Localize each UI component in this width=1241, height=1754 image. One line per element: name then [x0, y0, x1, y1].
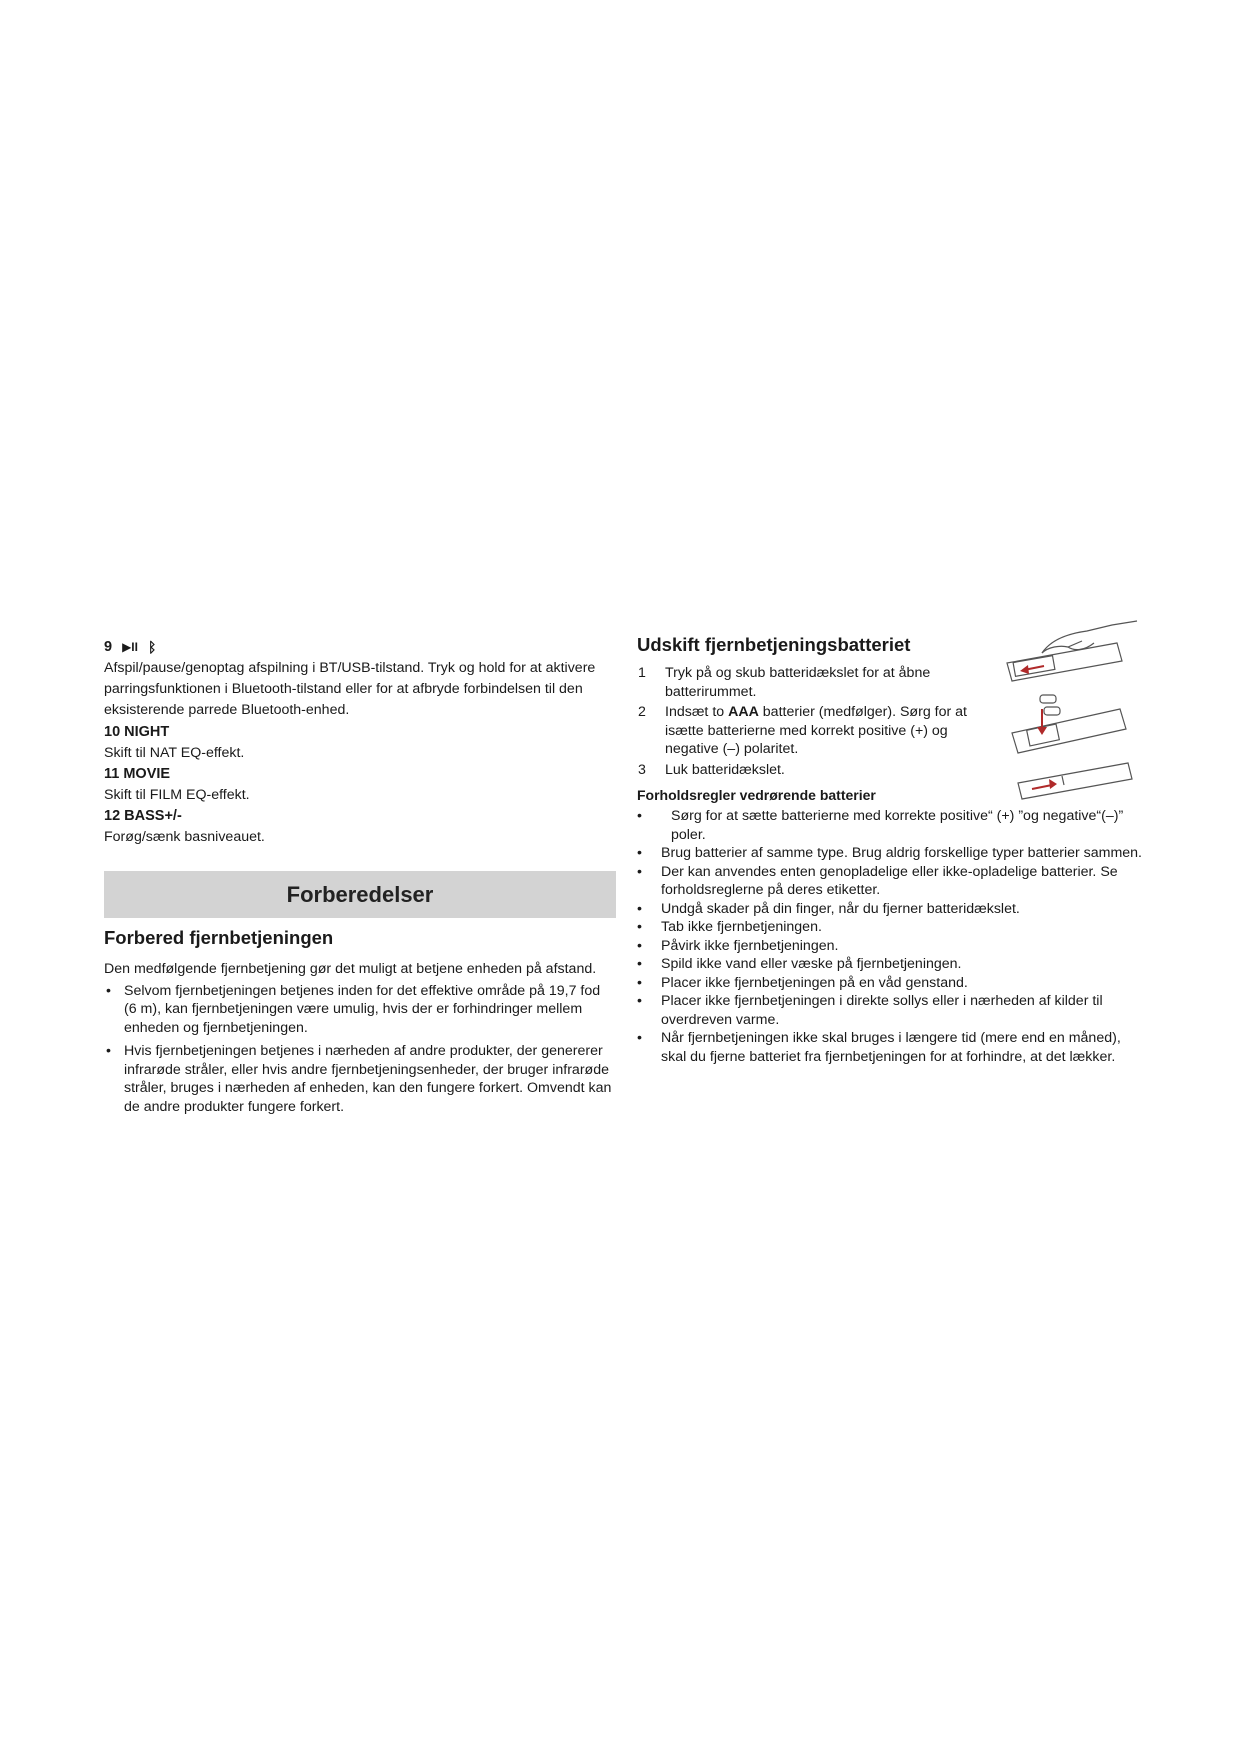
list-item [637, 807, 1145, 844]
bullet-icon: • [637, 974, 642, 991]
bullet-icon: • [106, 982, 111, 999]
step-text-bold: AAA [728, 704, 759, 720]
precaution-text: Påvirk ikke fjernbetjeningen. [661, 937, 839, 954]
item-9-number: 9 [104, 639, 113, 655]
list-item [637, 900, 1145, 919]
precaution-text: Der kan anvendes enten genopladelige eller ikke-opladelige batterier. Se forholdsreglerne på deres etiketter. [661, 863, 1118, 898]
precaution-text: Brug batterier af samme type. Brug aldrig forskellige typer batterier sammen. [661, 845, 1143, 861]
item-9-heading [104, 636, 616, 658]
bullet-icon: • [637, 956, 642, 972]
item-10-description: Skift til NAT EQ-effekt. [104, 745, 245, 761]
list-item [104, 1042, 616, 1116]
precautions-heading: Forholdsregler vedrørende batterier [637, 787, 876, 803]
bullet-icon: • [106, 1043, 111, 1059]
step-item [637, 664, 967, 701]
prepare-bullet-text: Hvis fjernbetjeningen betjenes i nærheden af andre produkter, der genererer infrarøde stråler, eller hvis andre fjernbetjeningsenheder, der bruger infrarøde stråler, bruges i nærheden af enheden, kan den fungere forkert. Omvendt kan de andre produkter fungere forkert. [124, 1043, 612, 1115]
bullet-icon: • [637, 845, 642, 861]
item-12-description: Forøg/sænk basniveauet. [104, 829, 265, 845]
precaution-text: Tab ikke fjernbetjeningen. [661, 919, 822, 935]
prepare-heading: Forbered fjernbetjeningen [104, 927, 334, 948]
precaution-text: Undgå skader på din finger, når du fjerner batteridækslet. [661, 900, 1020, 917]
precaution-text: Sørg for at sætte batterierne med korrekte positive“ (+) ”og negative“(–)” poler. [671, 808, 1124, 843]
item-11-description: Skift til FILM EQ-effekt. [104, 787, 250, 803]
item-11-label: 11 MOVIE [104, 766, 171, 782]
step-number: 1 [638, 665, 646, 681]
list-item [637, 1029, 1145, 1066]
step-number: 3 [638, 761, 646, 778]
remote-battery-illustration-icon [1002, 613, 1152, 808]
bullet-icon: • [637, 1030, 642, 1046]
precaution-text: Placer ikke fjernbetjeningen i direkte sollys eller i nærheden af kilder til overdreven varme. [661, 993, 1103, 1028]
bullet-icon: • [637, 937, 642, 954]
bullet-icon: • [637, 900, 642, 917]
bluetooth-icon: ᛒ [147, 639, 157, 655]
precaution-text: Placer ikke fjernbetjeningen på en våd genstand. [661, 974, 968, 991]
list-item [637, 844, 1145, 863]
list-item [637, 863, 1145, 900]
list-item [637, 918, 1145, 937]
item-10-label: 10 NIGHT [104, 724, 170, 740]
precaution-text: Når fjernbetjeningen ikke skal bruges i længere tid (mere end en måned), skal du fjerne batteriet fra fjernbetjeningen for at forhindre, at det lækker. [661, 1030, 1121, 1065]
step-number: 2 [638, 704, 646, 720]
bullet-icon: • [637, 863, 642, 880]
list-item [637, 937, 1145, 956]
replace-battery-heading: Udskift fjernbetjeningsbatteriet [637, 634, 911, 655]
play-pause-icon: ▶II [122, 640, 138, 654]
item-9-description: Afspil/pause/genoptag afspilning i BT/USB-tilstand. Tryk og hold for at aktivere parringsfunktionen i Bluetooth-tilstand eller for at afbryde forbindelsen til den eksisterende parrede Bluetooth-enhed. [104, 660, 596, 718]
list-item [637, 974, 1145, 993]
steps-list [637, 664, 967, 779]
bullet-icon: • [637, 808, 642, 824]
step-text-post: batterier (medfølger). Sørg for at isætte batterierne med korrekt positive (+) og negative (–) polaritet. [665, 704, 967, 757]
step-text-pre: Indsæt to [665, 704, 729, 720]
list-item [637, 955, 1145, 974]
prepare-remote-section [104, 926, 616, 1116]
list-item [637, 992, 1145, 1029]
step-item [637, 703, 967, 759]
prepare-bullet-text: Selvom fjernbetjeningen betjenes inden for det effektive område på 19,7 fod (6 m), kan fjernbetjeningen være umulig, hvis der er forhindringer mellem enheden og fjernbetjeningen. [124, 982, 601, 1036]
section-banner: Forberedelser [104, 871, 616, 918]
step-text: Luk batteridækslet. [665, 761, 785, 778]
list-item [104, 982, 616, 1038]
item-12-label: 12 BASS+/- [104, 808, 182, 824]
bullet-icon: • [637, 919, 642, 935]
precaution-text: Spild ikke vand eller væske på fjernbetjeningen. [661, 956, 962, 972]
bullet-icon: • [637, 993, 642, 1009]
precautions-list [637, 807, 1145, 1066]
prepare-intro: Den medfølgende fjernbetjening gør det muligt at betjene enheden på afstand. [104, 961, 597, 977]
step-text: Tryk på og skub batteridækslet for at åbne batterirummet. [665, 665, 931, 700]
step-item [637, 761, 967, 780]
left-column [104, 636, 616, 848]
